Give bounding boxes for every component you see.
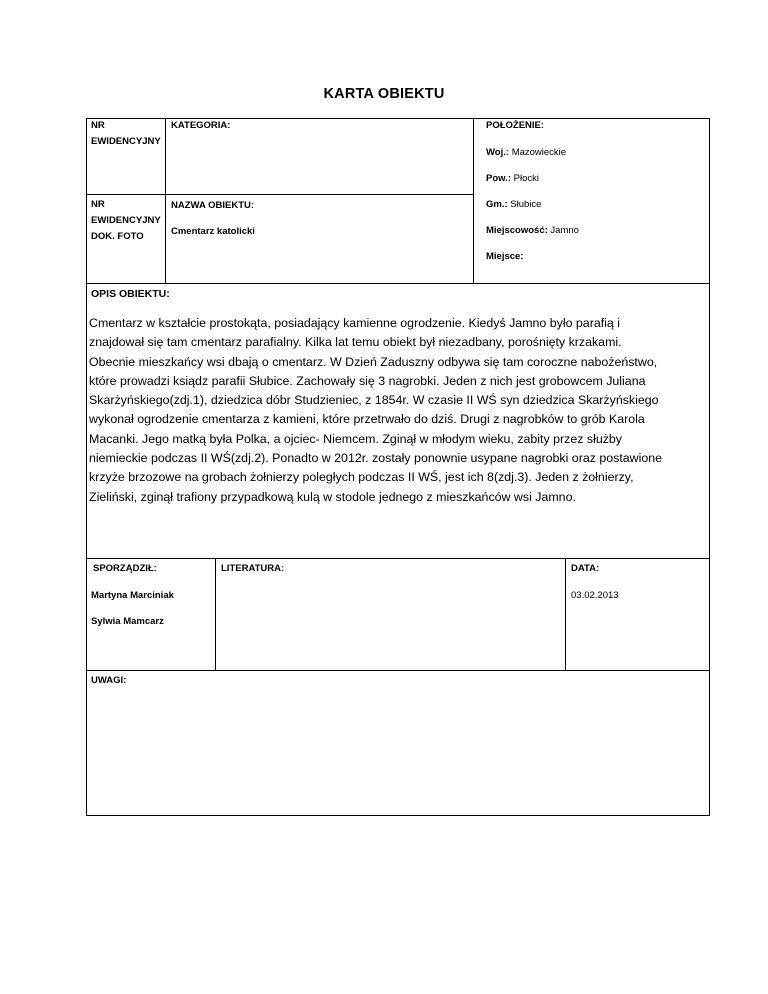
literatura-label: LITERATURA:	[221, 563, 285, 574]
polozenie-label: POŁOŻENIE:	[486, 120, 545, 131]
data-value: 03.02.2013	[571, 590, 619, 601]
divider-footer	[86, 558, 710, 559]
miejscowosc-field: Miejscowość: Jamno	[486, 225, 579, 236]
opis-line: które prowadzi ksiądz parafii Słubice. Zachowały się 3 nagrobki. Jeden z nich jest grobowcem Juliana	[89, 373, 646, 388]
page-title: KARTA OBIEKTU	[323, 86, 445, 102]
divider-col2	[473, 118, 474, 283]
divider-uwagi	[86, 670, 710, 671]
opis-line: Skarżyńskiego(zdj.1), dziedzica dóbr Studzieniec, z 1854r. W czasie II WŚ syn dziedzica Skarżyńskiego	[89, 393, 659, 408]
opis-obiektu-text	[89, 314, 709, 507]
sporzadzil-label: SPORZĄDZIŁ:	[93, 563, 157, 574]
woj-field: Woj.: Mazowieckie	[486, 147, 567, 158]
opis-line: Macanki. Jego matką była Polka, a ojciec- Niemcem. Zginął w młodym wieku, zabity przez służby	[89, 431, 622, 446]
divider-data	[565, 558, 566, 670]
author-1: Martyna Marciniak	[91, 590, 174, 601]
opis-line: Obecnie mieszkańcy wsi dbają o cmentarz. W Dzień Zaduszny odbywa się tam coroczne nabożeństwo,	[89, 354, 658, 369]
nazwa-obiektu-label: NAZWA OBIEKTU:	[171, 200, 255, 211]
opis-line: niemieckie podczas II WŚ(zdj.2). Ponadto w 2012r. zostały ponownie usypane nagrobki oraz postawione	[89, 451, 663, 466]
nr-foto-label: NR EWIDENCYJNY DOK. FOTO	[91, 199, 161, 242]
divider-row1	[86, 194, 473, 195]
nazwa-obiektu-value: Cmentarz katolicki	[171, 226, 255, 237]
opis-line: znajdował się tam cmentarz parafialny. Kilka lat temu obiekt był niezadbany, porośnięty krzakami.	[89, 335, 622, 350]
opis-line: Cmentarz w kształcie prostokąta, posiadający kamienne ogrodzenie. Kiedyś Jamno było parafią i	[89, 316, 621, 330]
opis-obiektu-label: OPIS OBIEKTU:	[91, 288, 170, 300]
divider-sporzadzil	[215, 558, 216, 670]
author-2: Sylwia Mamcarz	[91, 616, 164, 627]
opis-line: Zieliński, zginął trafiony przypadkową kulą w stodole jednego z mieszkańców wsi Jamno.	[89, 489, 576, 504]
divider-col1	[165, 118, 166, 283]
pow-field: Pow.: Płocki	[486, 173, 539, 184]
miejsce-label: Miejsce:	[486, 251, 524, 262]
uwagi-label: UWAGI:	[91, 675, 127, 686]
gm-field: Gm.: Słubice	[486, 199, 542, 210]
data-label: DATA:	[571, 563, 600, 574]
kategoria-label: KATEGORIA:	[171, 120, 231, 131]
divider-opis	[86, 283, 710, 284]
opis-line: wykonał ogrodzenie cmentarza z kamieni, które przetrwało do dziś. Drugi z nagrobków to grób Karola	[89, 412, 645, 427]
nr-ewidencyjny-label: NR EWIDENCYJNY	[91, 120, 161, 147]
opis-line: krzyże brzozowe na grobach żołnierzy poległych podczas II WŚ, jest ich 8(zdj.3). Jeden z żołnierzy,	[89, 470, 634, 485]
